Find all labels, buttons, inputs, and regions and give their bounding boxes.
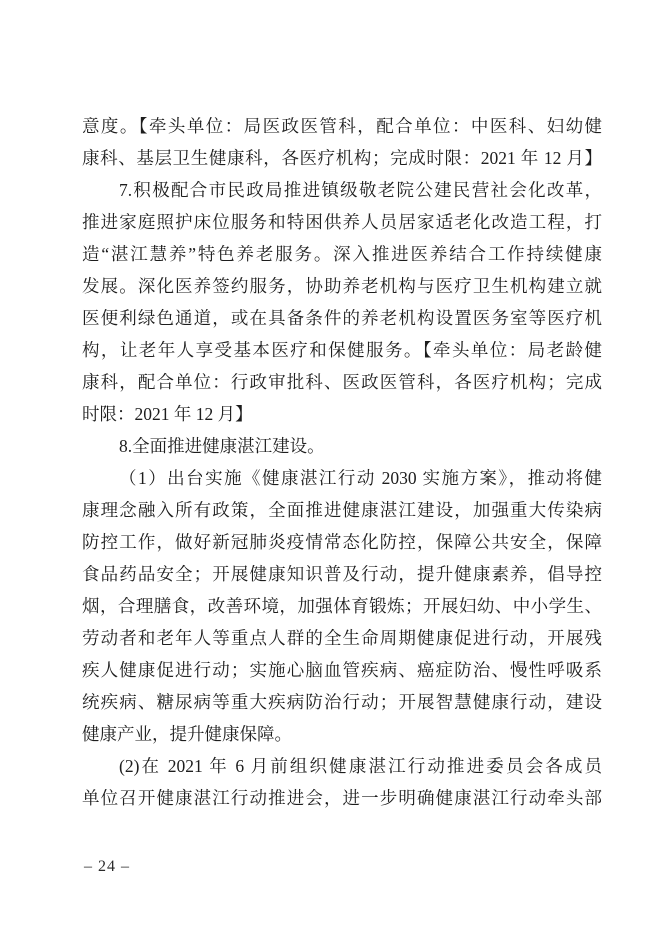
text-line: 劳动者和老年人等重点人群的全生命周期健康促进行动，开展残 (82, 628, 602, 648)
text-line: 健康产业，提升健康保障。 (82, 724, 292, 744)
text-line: 统疾病、糖尿病等重大疾病防治行动；开展智慧健康行动，建设 (82, 692, 602, 712)
text-line: 单位召开健康湛江行动推进会，进一步明确健康湛江行动牵头部 (82, 788, 602, 808)
page-footer (84, 856, 130, 878)
text-line: 意度。【牵头单位：局医政医管科，配合单位：中医科、妇幼健 (82, 116, 602, 136)
text-line: 推进家庭照护床位服务和特困供养人员居家适老化改造工程，打 (82, 212, 602, 232)
text-line: 构，让老年人享受基本医疗和保健服务。【牵头单位：局老龄健 (82, 340, 602, 360)
page-number: – 24 – (84, 858, 130, 875)
text-line: 造“湛江慧养”特色养老服务。深入推进医养结合工作持续健康 (82, 244, 602, 264)
text-line: 疾人健康促进行动；实施心脑血管疾病、癌症防治、慢性呼吸系 (82, 660, 602, 680)
document-text-block (82, 110, 602, 814)
text-line: （1）出台实施《健康湛江行动 2030 实施方案》，推动将健 (119, 468, 602, 488)
text-line: 康科、基层卫生健康科，各医疗机构；完成时限：2021 年 12 月】 (82, 148, 602, 168)
text-line: 发展。深化医养签约服务，协助养老机构与医疗卫生机构建立就 (82, 276, 602, 296)
text-line: 防控工作，做好新冠肺炎疫情常态化防控，保障公共安全，保障 (82, 532, 602, 552)
text-line: (2)在 2021 年 6 月前组织健康湛江行动推进委员会各成员 (119, 756, 602, 776)
text-line: 康理念融入所有政策，全面推进健康湛江建设，加强重大传染病 (82, 500, 602, 520)
text-line: 烟，合理膳食，改善环境，加强体育锻炼；开展妇幼、中小学生、 (82, 596, 602, 616)
text-line: 7.积极配合市民政局推进镇级敬老院公建民营社会化改革， (119, 180, 602, 200)
text-line: 食品药品安全；开展健康知识普及行动，提升健康素养，倡导控 (82, 564, 602, 584)
text-line: 医便利绿色通道，或在具备条件的养老机构设置医务室等医疗机 (82, 308, 602, 328)
text-line: 时限：2021 年 12 月】 (82, 404, 253, 424)
text-line: 康科，配合单位：行政审批科、医政医管科，各医疗机构；完成 (82, 372, 602, 392)
text-line: 8.全面推进健康湛江建设。 (119, 436, 325, 456)
